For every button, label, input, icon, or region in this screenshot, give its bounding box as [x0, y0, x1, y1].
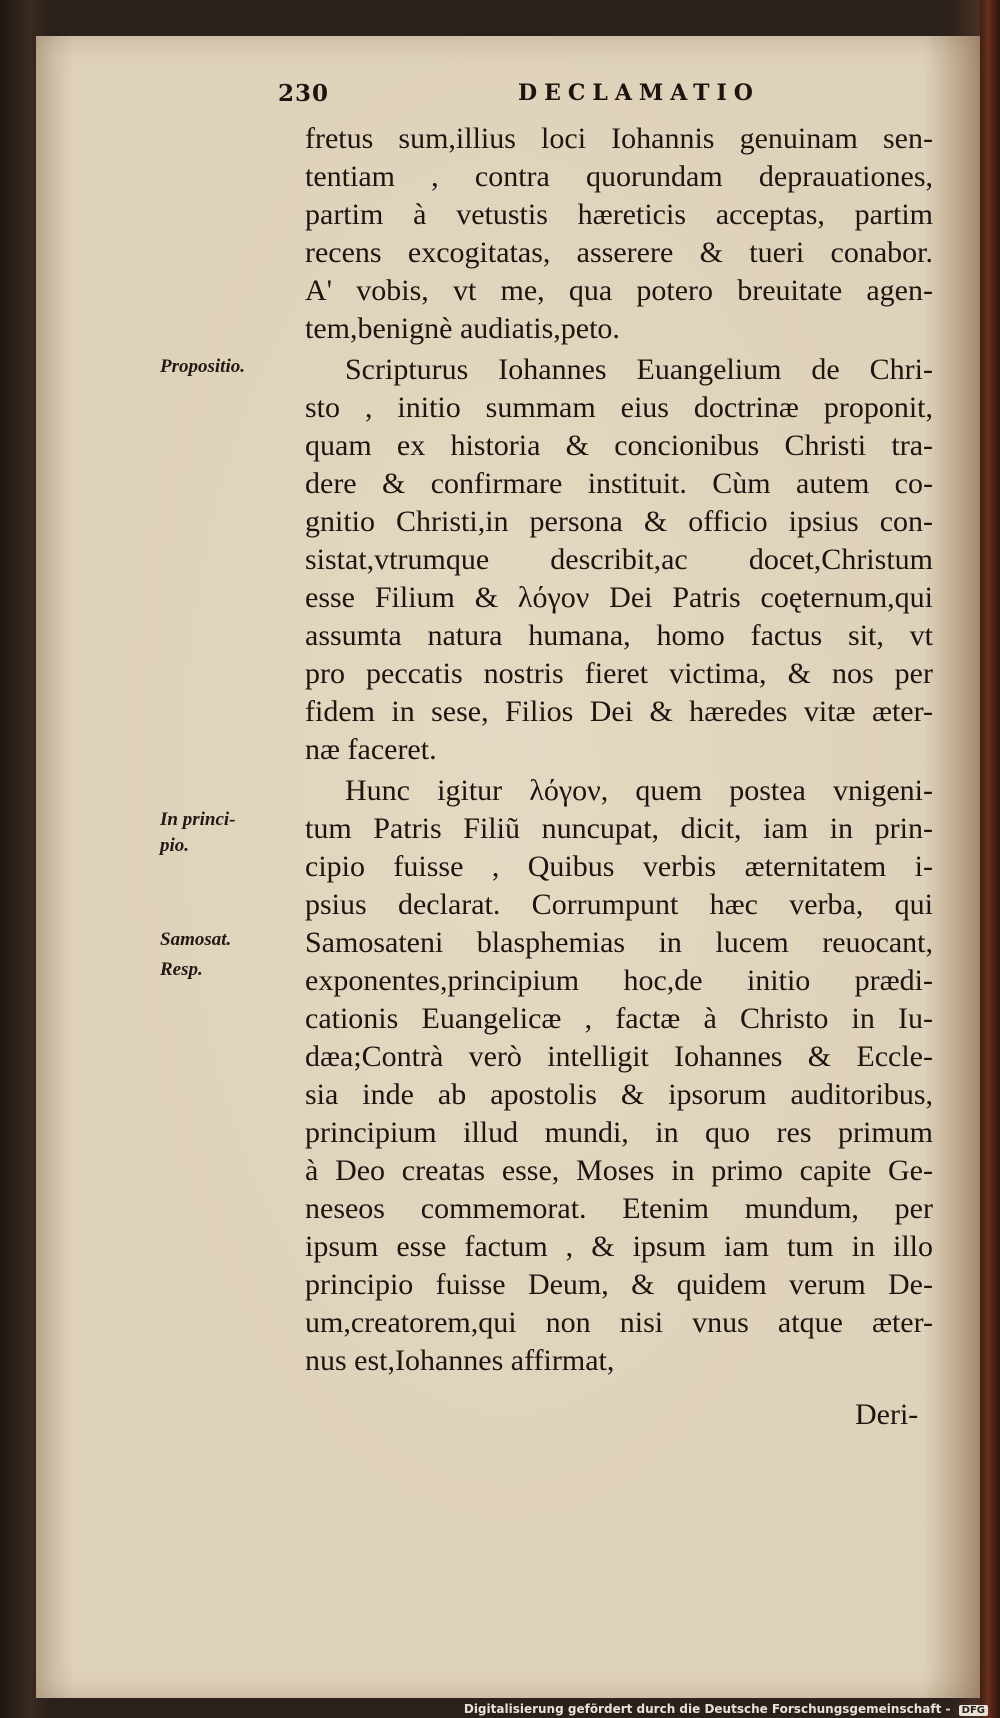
text-line: à Deo creatas esse, Moses in primo capite Ge-	[305, 1154, 933, 1187]
text-line: um,creatorem,qui non nisi vnus atque æter-	[305, 1306, 933, 1339]
text-line: pro peccatis nostris fieret victima, & nos per	[305, 657, 933, 690]
running-head: DECLAMATIO	[518, 80, 760, 106]
text-line: dere & confirmare instituit. Cùm autem co-	[305, 467, 933, 500]
text-line: A' vobis, vt me, qua potero breuitate agen-	[305, 274, 933, 307]
text-line: tum Patris Filiũ nuncupat, dicit, iam in prin-	[305, 812, 933, 845]
text-line: neseos commemorat. Etenim mundum, per	[305, 1192, 933, 1225]
digitization-credit	[464, 1702, 988, 1716]
text-line: exponentes,principium hoc,de initio prædi-	[305, 964, 933, 997]
text-line: gnitio Christi,in persona & officio ipsius con-	[305, 505, 933, 538]
margin-note-in-principio: In princi-	[160, 809, 236, 830]
text-line: quam ex historia & concionibus Christi tra-	[305, 429, 933, 462]
text-line: sto , initio summam eius doctrinæ proponit,	[305, 391, 933, 424]
text-line: Scripturus Iohannes Euangelium de Chri-	[345, 353, 933, 386]
text-line: cationis Euangelicæ , factæ à Christo in Iu-	[305, 1002, 933, 1035]
text-line: tem,benignè audiatis,peto.	[305, 312, 620, 345]
digitization-credit-text: Digitalisierung gefördert durch die Deutsche Forschungsgemeinschaft -	[463, 1702, 951, 1716]
text-line: nus est,Iohannes affirmat,	[305, 1344, 615, 1377]
page-number: 230	[278, 80, 330, 107]
margin-note-resp: Resp.	[160, 959, 203, 980]
text-line: næ faceret.	[305, 733, 437, 766]
dfg-logo: DFG	[959, 1705, 988, 1716]
text-line: cipio fuisse , Quibus verbis æternitatem i-	[305, 850, 933, 883]
text-line: fidem in sese, Filios Dei & hæredes vitæ æter-	[305, 695, 933, 728]
margin-note-samosat: Samosat.	[160, 929, 232, 950]
text-line: sistat,vtrumque describit,ac docet,Christum	[305, 543, 933, 576]
text-line: esse Filium & λόγον Dei Patris coęternum,qui	[305, 581, 933, 614]
margin-note-propositio: Propositio.	[160, 356, 245, 377]
margin-note-in-principio-cont: pio.	[160, 835, 190, 856]
text-line: principio fuisse Deum, & quidem verum De-	[305, 1268, 933, 1301]
text-line: tentiam , contra quorundam deprauationes,	[305, 160, 933, 193]
text-line: principium illud mundi, in quo res primum	[305, 1116, 933, 1149]
text-line: partim à vetustis hæreticis acceptas, partim	[305, 198, 933, 231]
text-line: Samosateni blasphemias in lucem reuocant,	[305, 926, 933, 959]
text-line: dæa;Contrà verò intelligit Iohannes & Eccle-	[305, 1040, 933, 1073]
text-line: recens excogitatas, asserere & tueri conabor.	[305, 236, 933, 269]
text-line: Hunc igitur λόγον, quem postea vnigeni-	[345, 774, 933, 807]
text-line: sia inde ab apostolis & ipsorum auditoribus,	[305, 1078, 933, 1111]
book-spine	[980, 0, 1000, 1718]
catchword: Deri-	[855, 1398, 919, 1431]
text-line: fretus sum,illius loci Iohannis genuinam sen-	[305, 122, 933, 155]
text-line: assumta natura humana, homo factus sit, vt	[305, 619, 933, 652]
text-line: ipsum esse factum , & ipsum iam tum in illo	[305, 1230, 933, 1263]
text-line: psius declarat. Corrumpunt hæc verba, qui	[305, 888, 933, 921]
